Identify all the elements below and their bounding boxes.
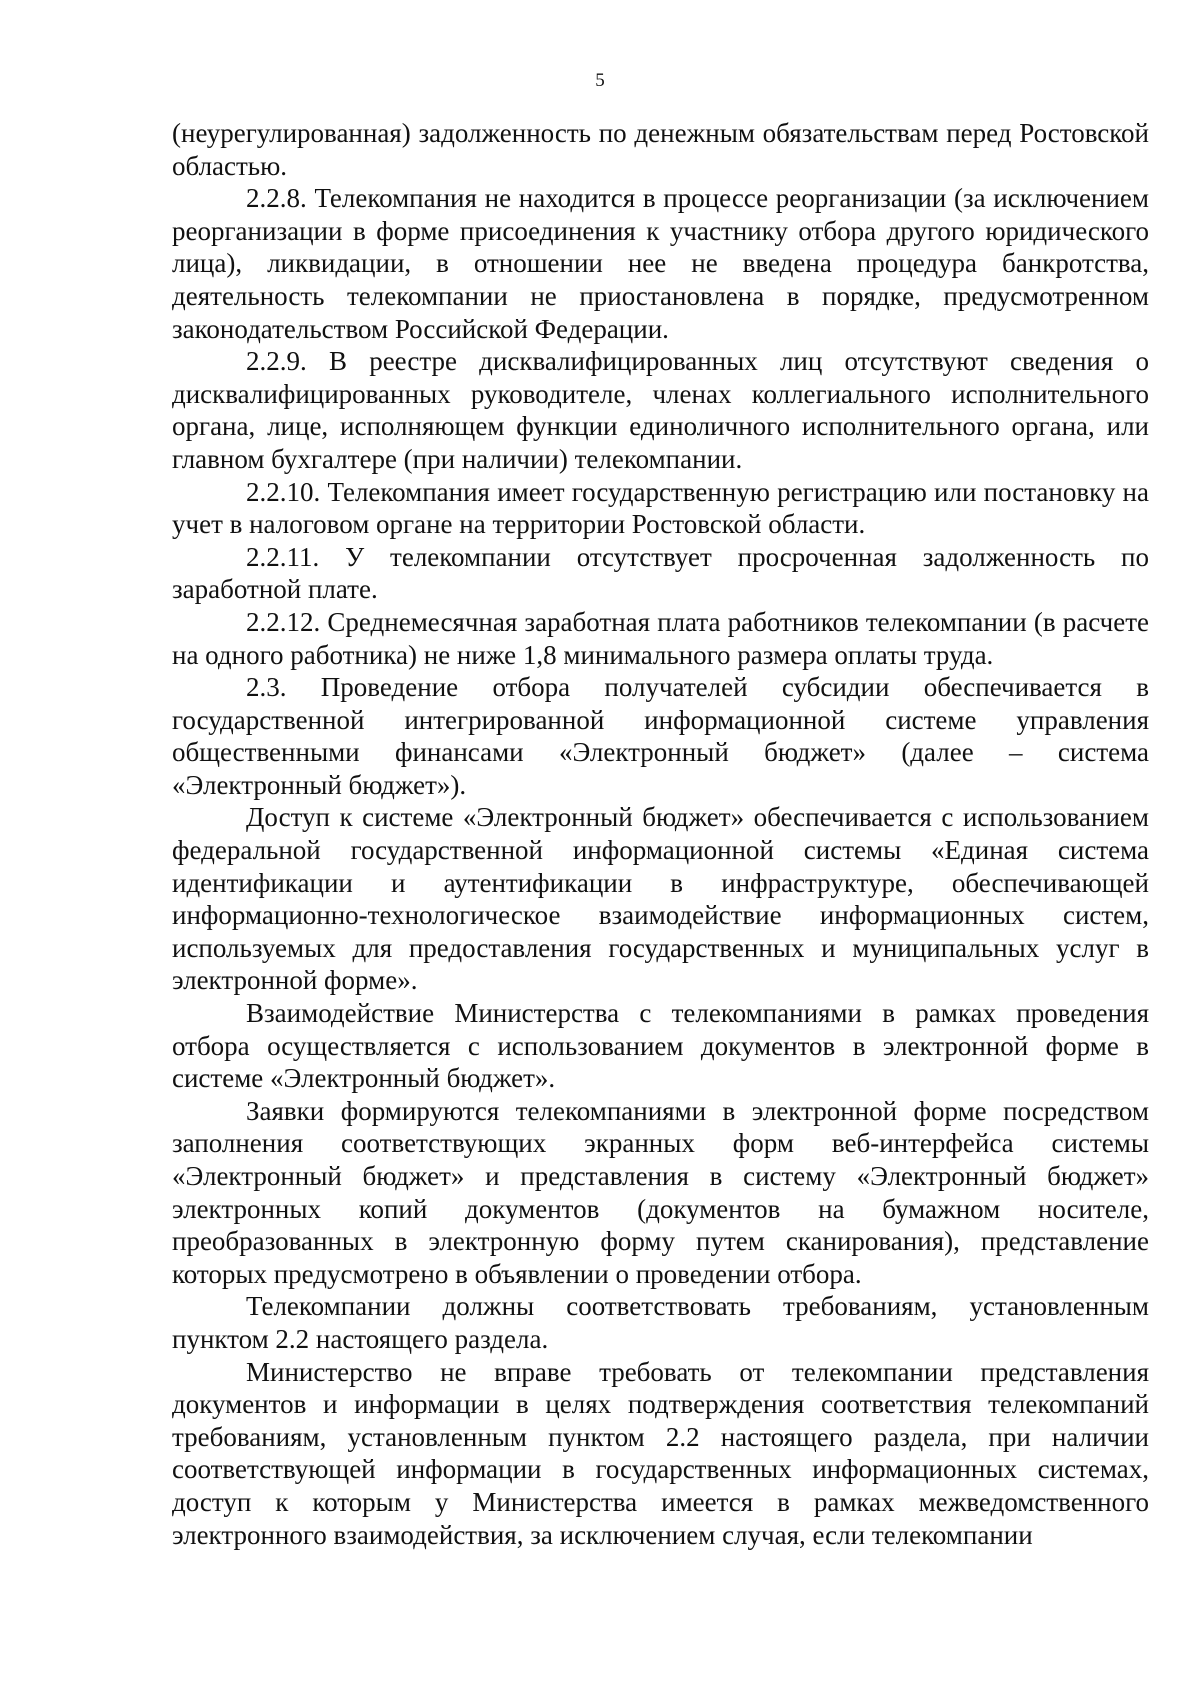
paragraph: Взаимодействие Министерства с телекомпаниями в рамках проведения отбора осуществляется с использованием документов в электронной форме в системе «Электронный бюджет». [172, 998, 1149, 1094]
paragraph: 2.2.10. Телекомпания имеет государственную регистрацию или постановку на учет в налоговом органе на территории Ростовской области. [172, 476, 1149, 540]
paragraph: 2.3. Проведение отбора получателей субсидии обеспечивается в государственной интегрированной информационной системе управления общественными финансами «Электронный бюджет» (далее – система «Электронный бюджет»). [172, 672, 1149, 800]
paragraph: 2.2.11. У телекомпании отсутствует просроченная задолженность по заработной плате. [172, 541, 1149, 605]
document-body [172, 117, 1149, 1551]
paragraph: (неурегулированная) задолженность по денежным обязательствам перед Ростовской областью. [172, 118, 1149, 181]
paragraph: Телекомпании должны соответствовать требованиям, установленным пунктом 2.2 настоящего раздела. [172, 1291, 1149, 1354]
page-number: 5 [595, 70, 605, 91]
paragraph: 2.2.8. Телекомпания не находится в процессе реорганизации (за исключением реорганизации в форме присоединения к участнику отбора другого юридического лица), ликвидации, в отношении нее не введена процедура банкротства, деятельность телекомпании не приостановлена в порядке, предусмотренном законодательством Российской Федерации. [172, 183, 1149, 344]
paragraph: 2.2.9. В реестре дисквалифицированных лиц отсутствуют сведения о дисквалифицированных руководителе, членах коллегиального исполнительного органа, лице, исполняющем функции единоличного исполнительного органа, или главном бухгалтере (при наличии) телекомпании. [172, 346, 1149, 474]
paragraph: Заявки формируются телекомпаниями в электронной форме посредством заполнения соответствующих экранных форм веб-интерфейса системы «Электронный бюджет» и представления в систему «Электронный бюджет» электронных копий документов (документов на бумажном носителе, преобразованных в электронную форму путем сканирования), представление которых предусмотрено в объявлении о проведении отбора. [172, 1095, 1149, 1289]
paragraph: Доступ к системе «Электронный бюджет» обеспечивается с использованием федеральной государственной информационной системы «Единая система идентификации и аутентификации в инфраструктуре, обеспечивающей информационно-технологическое взаимодействие информационных систем, используемых для предоставления государственных и муниципальных услуг в электронной форме». [172, 802, 1149, 996]
paragraph: 2.2.12. Среднемесячная заработная плата работников телекомпании (в расчете на одного работника) не ниже 1,8 минимального размера оплаты труда. [172, 606, 1149, 670]
paragraph: Министерство не вправе требовать от телекомпании представления документов и информации в целях подтверждения соответствия телекомпаний требованиям, установленным пунктом 2.2 настоящего раздела, при наличии соответствующей информации в государственных информационных системах, доступ к которым у Министерства имеется в рамках межведомственного электронного взаимодействия, за исключением случая, если телекомпании [172, 1356, 1149, 1550]
